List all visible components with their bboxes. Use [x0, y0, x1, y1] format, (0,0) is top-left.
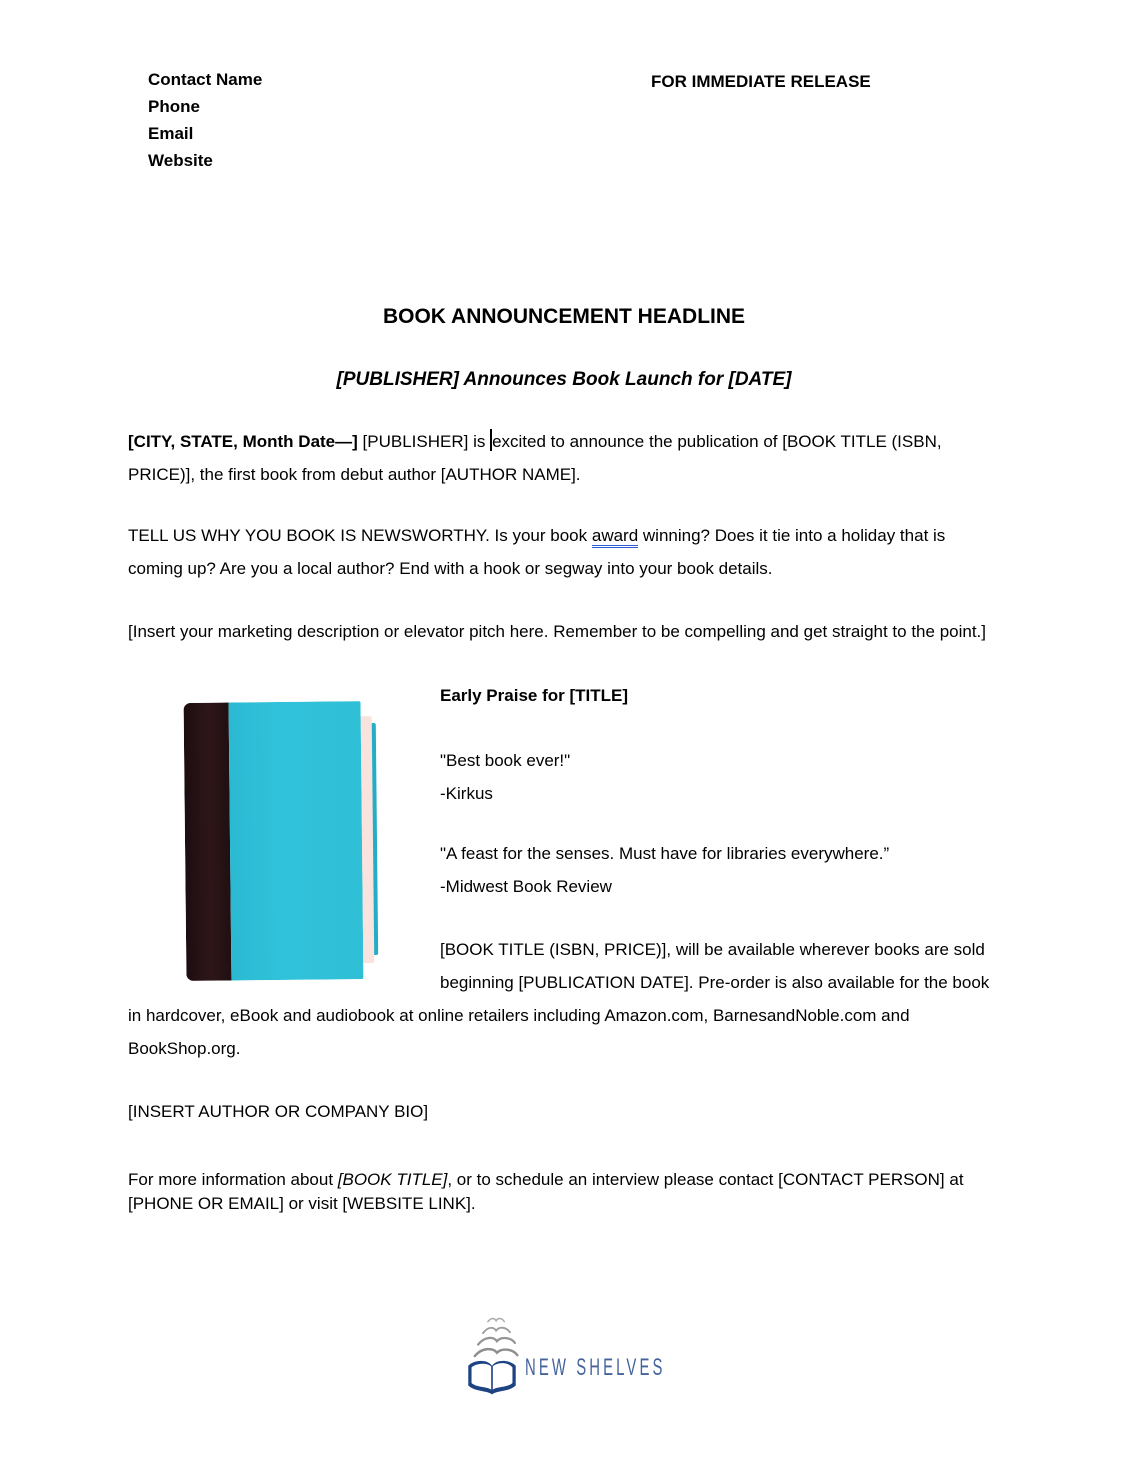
book-cover-figure — [128, 689, 440, 989]
paragraph-closing — [128, 1168, 1000, 1216]
newsworthy-after: winning? Does it tie into a holiday that is coming up? Are you a local author? End with a hook or segway into your book details. — [128, 526, 946, 578]
closing-after: , or to schedule an interview please contact [CONTACT PERSON] at [PHONE OR EMAIL] or visit [WEBSITE LINK]. — [128, 1170, 964, 1213]
contact-name-line: Contact Name — [148, 70, 263, 89]
contact-block — [148, 66, 1000, 174]
paragraph-bio: [INSERT AUTHOR OR COMPANY BIO] — [128, 1102, 429, 1121]
grammar-flagged-word: award — [592, 526, 638, 548]
paragraph-marketing: [Insert your marketing description or elevator pitch here. Remember to be compelling and get straight to the point.] — [128, 622, 987, 641]
book-front — [184, 701, 364, 981]
logo-text-box — [525, 1354, 666, 1382]
logo-book-icon — [465, 1314, 519, 1398]
book-spine — [184, 703, 232, 981]
closing-book-title: [BOOK TITLE] — [337, 1170, 448, 1189]
praise-heading: Early Praise for [TITLE] — [440, 686, 628, 705]
newsworthy-before: TELL US WHY YOU BOOK IS NEWSWORTHY. Is your book — [128, 526, 592, 545]
intro-dateline: [CITY, STATE, Month Date—] — [128, 432, 358, 451]
contact-phone-line: Phone — [148, 97, 200, 116]
paragraph-intro — [128, 425, 1000, 491]
paragraph-newsworthy — [128, 519, 1000, 585]
praise-attribution-2: -Midwest Book Review — [440, 877, 612, 896]
document-content — [0, 66, 1127, 1398]
praise-quote-1: "Best book ever!" — [440, 751, 571, 770]
subheadline: [PUBLISHER] Announces Book Launch for [DATE] — [336, 369, 792, 390]
new-shelves-logo — [128, 1314, 1000, 1398]
contact-email-line: Email — [148, 124, 194, 143]
book-front-cover — [229, 701, 364, 980]
contact-website-line: Website — [148, 151, 213, 170]
praise-section — [128, 679, 1000, 1065]
intro-after-caret: excited to announce the publication of [BOOK TITLE (ISBN, PRICE)], the first book from debut author [AUTHOR NAME]. — [128, 432, 942, 484]
logo-text: NEW SHELVES — [525, 1354, 666, 1381]
praise-quote-2: "A feast for the senses. Must have for libraries everywhere.” — [440, 844, 890, 863]
headline: BOOK ANNOUNCEMENT HEADLINE — [382, 305, 746, 328]
intro-before-caret: [PUBLISHER] is — [357, 432, 491, 451]
praise-attribution-1: -Kirkus — [440, 784, 493, 803]
release-label: FOR IMMEDIATE RELEASE — [651, 72, 871, 91]
press-release-header — [128, 66, 1000, 174]
closing-before: For more information about — [128, 1170, 338, 1189]
book-cover-image — [184, 701, 379, 981]
paragraph-availability: [BOOK TITLE (ISBN, PRICE)], will be available wherever books are sold beginning [PUBLICATION DATE]. Pre-order is also available for the book in hardcover, eBook and audiobook at online retailers including Amazon.com, BarnesandNoble.com and BookShop.org. — [128, 940, 990, 1058]
